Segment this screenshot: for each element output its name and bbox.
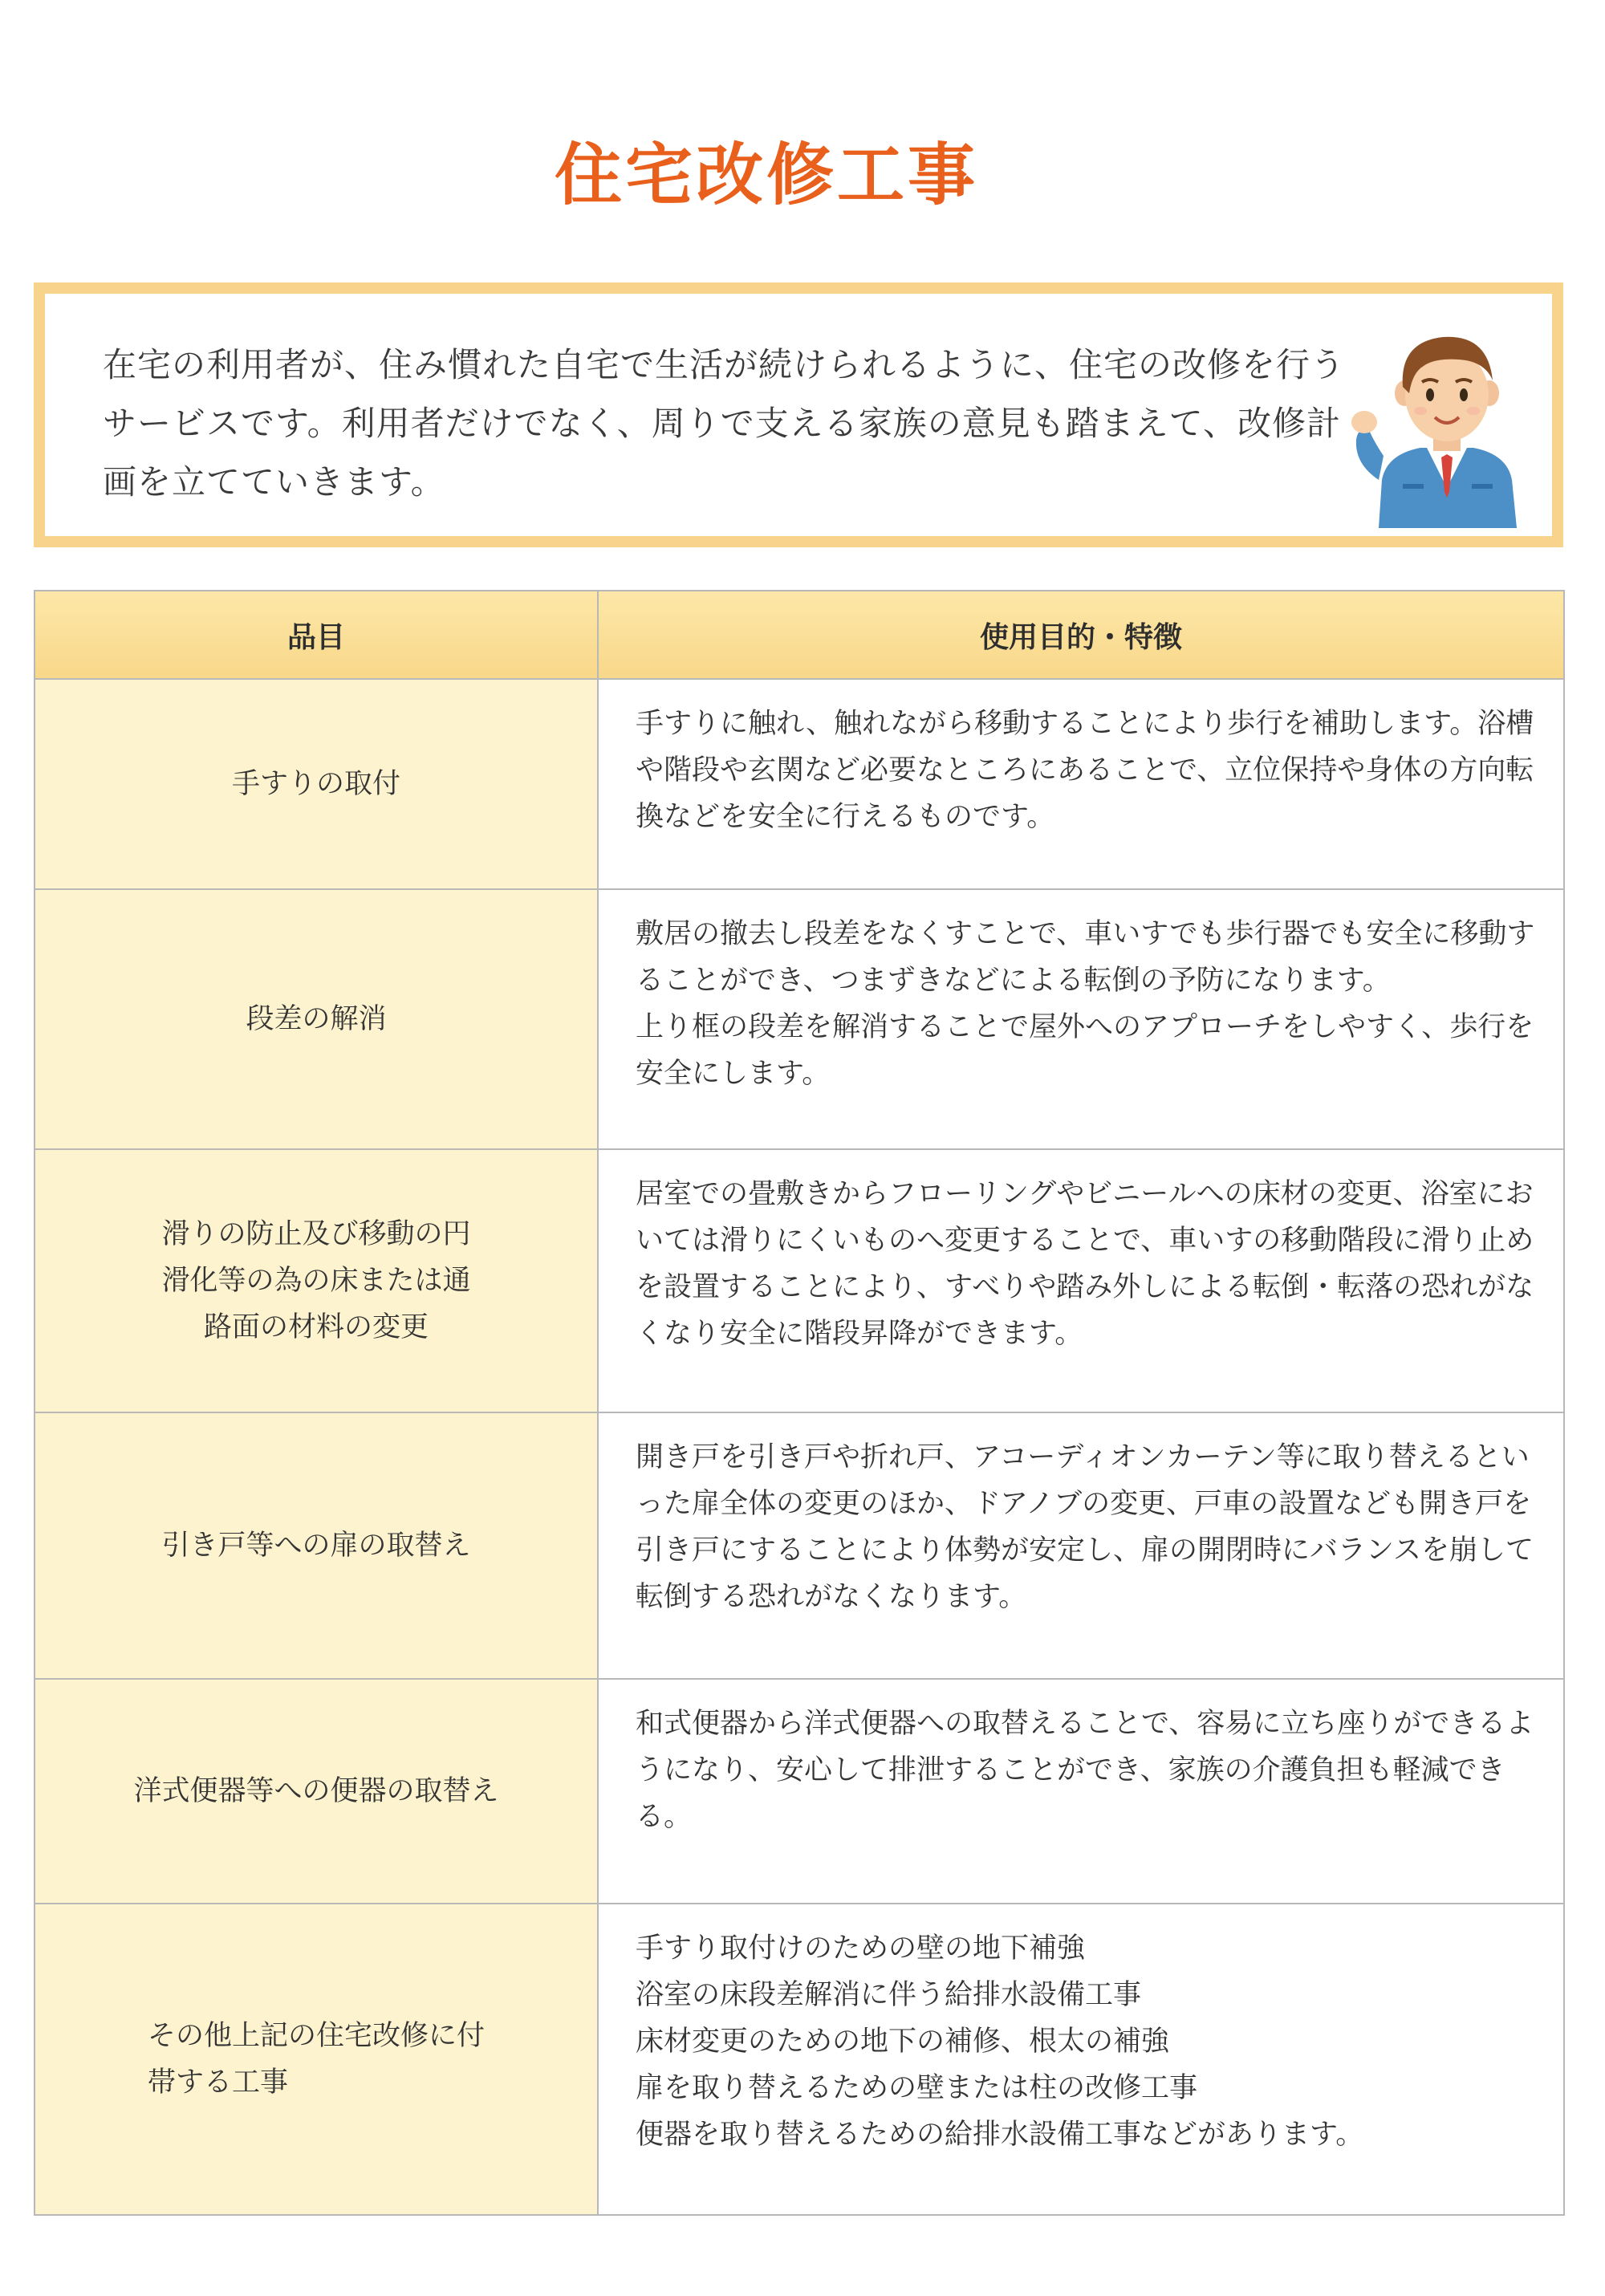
row-item: 洋式便器等への便器の取替え <box>35 1679 598 1904</box>
row-item: 引き戸等への扉の取替え <box>35 1412 598 1679</box>
table-row <box>35 889 1564 1149</box>
table-row <box>35 1904 1564 2215</box>
desc-line: 浴室の床段差解消に伴う給排水設備工事 <box>636 1979 1142 2011</box>
desc-line: 上り框の段差を解消することで屋外へのアプローチをしやすく、歩行を安全にします。 <box>636 1011 1534 1090</box>
table-row <box>35 679 1564 889</box>
row-item: 段差の解消 <box>35 889 598 1149</box>
items-table <box>34 590 1565 2216</box>
row-item: 手すりの取付 <box>35 679 598 889</box>
desc-line: 便器を取り替えるための給排水設備工事などがあります。 <box>636 2119 1364 2151</box>
desc-line: 手すり取付けのための壁の地下補強 <box>636 1932 1086 1965</box>
desc-line: 手すりに触れ、触れながら移動することにより歩行を補助します。浴槽や階段や玄関など必要なところにあることで、立位保持や身体の方向転換などを安全に行えるものです。 <box>636 708 1534 833</box>
table-row <box>35 1412 1564 1679</box>
row-desc <box>598 1412 1564 1679</box>
row-desc <box>598 1149 1564 1412</box>
desc-line: 開き戸を引き戸や折れ戸、アコーディオンカーテン等に取り替えるといった扉全体の変更のほか、ドアノブの変更、戸車の設置なども開き戸を引き戸にすることにより体勢が安定し、扉の開閉時にバランスを崩して転倒する恐れがなくなります。 <box>636 1441 1534 1613</box>
row-desc <box>598 889 1564 1149</box>
header-item: 品目 <box>35 591 598 679</box>
intro-box <box>34 282 1563 547</box>
row-item: 滑りの防止及び移動の円滑化等の為の床または通路面の材料の変更 <box>35 1149 598 1412</box>
table-row <box>35 1149 1564 1412</box>
page-title: 住宅改修工事 <box>554 136 978 214</box>
desc-line: 床材変更のための地下の補修、根太の補強 <box>636 2026 1170 2058</box>
desc-line: 敷居の撤去し段差をなくすことで、車いすでも歩行器でも安全に移動することができ、つまずきなどによる転倒の予防になります。 <box>636 918 1535 997</box>
row-desc <box>598 1679 1564 1904</box>
desc-line: 扉を取り替えるための壁または柱の改修工事 <box>636 2072 1198 2104</box>
table-row <box>35 1679 1564 1904</box>
desc-line: 居室での畳敷きからフローリングやビニールへの床材の変更、浴室においては滑りにくいものへ変更することで、車いすの移動階段に滑り止めを設置することにより、すべりや踏み外しによる転倒・転落の恐れがなくなり安全に階段昇降ができます。 <box>636 1178 1534 1350</box>
desc-line: 和式便器から洋式便器への取替えることで、容易に立ち座りができるようになり、安心して排泄することができ、家族の介護負担も軽減できる。 <box>636 1708 1534 1833</box>
table-header-row <box>35 591 1564 679</box>
intro-text: 在宅の利用者が、住み慣れた自宅で生活が続けられるように、住宅の改修を行うサービスです。利用者だけでなく、周りで支える家族の意見も踏まえて、改修計画を立てていきます。 <box>103 345 1346 502</box>
row-desc <box>598 679 1564 889</box>
row-desc <box>598 1904 1564 2215</box>
row-item: その他上記の住宅改修に付帯する工事 <box>35 1904 598 2215</box>
header-purpose: 使用目的・特徴 <box>598 591 1564 679</box>
worker-man-pointing-icon <box>1347 319 1547 528</box>
